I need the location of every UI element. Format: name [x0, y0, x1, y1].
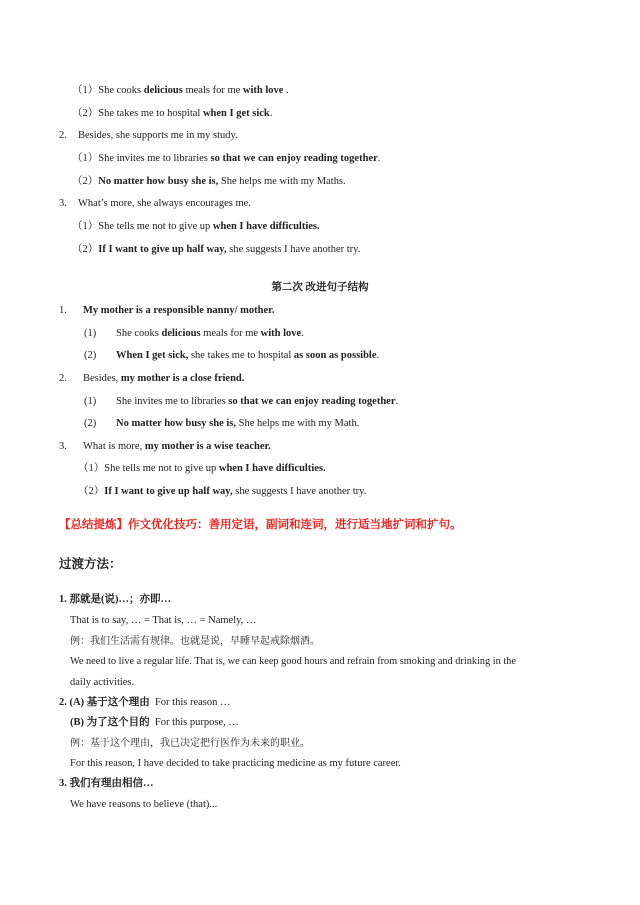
- item-number: （2）: [72, 176, 99, 187]
- t1-example-line-2: daily activities.: [70, 677, 135, 688]
- point-number: 3.: [59, 198, 67, 209]
- item-number: （1）: [72, 85, 99, 96]
- t1-english: That is to say, … = That is, … = Namely, …: [70, 615, 257, 626]
- s2-item-6: （2）If I want to give up half way, she suggests I have another try.: [78, 486, 367, 497]
- s2-item-5: （1）She tells me not to give up when I have difficulties.: [78, 463, 326, 474]
- s1-item-5: （1）She tells me not to give up when I have difficulties.: [72, 221, 320, 232]
- item-number: （1）: [72, 221, 99, 232]
- s1-item-2: （2）She takes me to hospital when I get sick.: [72, 108, 273, 119]
- t1-example-line-1: We need to live a regular life. That is, we can keep good hours and refrain from smoking and drinking in the: [70, 656, 516, 667]
- item-number: (1): [84, 328, 97, 339]
- s2-item-4: (2) No matter how busy she is, She helps me with my Math.: [84, 418, 360, 429]
- t2-b-title: (B) 为了这个目的: [70, 717, 150, 728]
- item-number: (2): [84, 350, 97, 361]
- section-2-title: 第二次 改进句子结构: [271, 282, 369, 293]
- item-number: （2）: [72, 108, 99, 119]
- s2-item-1: (1) She cooks delicious meals for me with love.: [84, 328, 304, 339]
- item-number: (1): [84, 396, 97, 407]
- s2-point-2: 2. Besides, my mother is a close friend.: [59, 373, 245, 384]
- t2-b-english: For this purpose, …: [154, 717, 239, 728]
- s1-point-3: 3. What’s more, she always encourages me.: [59, 198, 251, 209]
- s1-point-2: 2. Besides, she supports me in my study.: [59, 130, 238, 141]
- item-number: (2): [84, 418, 97, 429]
- t2-a: [59, 696, 231, 710]
- summary-tip: 【总结提炼】作文优化技巧：善用定语，副词和连词，进行适当地扩词和扩句。: [59, 519, 462, 531]
- t2-english-example: For this reason, I have decided to take practicing medicine as my future career.: [70, 758, 401, 769]
- s2-point-1: 1. My mother is a responsible nanny/ mother.: [59, 305, 275, 316]
- s1-item-1: （1）She cooks delicious meals for me with love .: [72, 85, 289, 96]
- t1-chinese-example: 例：我们生活需有规律。也就是说，早睡早起戒除烟酒。: [70, 636, 320, 647]
- s1-item-4: （2）No matter how busy she is, She helps me with my Maths.: [72, 176, 346, 187]
- transition-heading: 过渡方法：: [59, 557, 122, 571]
- s1-item-6: （2）If I want to give up half way, she suggests I have another try.: [72, 244, 361, 255]
- point-number: 2.: [59, 373, 67, 384]
- point-number: 2.: [59, 130, 67, 141]
- point-number: 3.: [59, 441, 67, 452]
- t2-a-english: For this reason …: [154, 697, 231, 708]
- s2-item-3: (1) She invites me to libraries so that we can enjoy reading together.: [84, 396, 399, 407]
- t2-a-title: 2. (A) 基于这个理由: [59, 697, 150, 708]
- item-number: （1）: [72, 153, 99, 164]
- item-number: （2）: [72, 244, 99, 255]
- item-number: （2）: [78, 486, 105, 497]
- s2-point-3: 3. What is more, my mother is a wise teacher.: [59, 441, 271, 452]
- t2-chinese-example: 例：基于这个理由，我已决定把行医作为未来的职业。: [70, 738, 310, 749]
- t1-title: 1. 那就是(说)…；亦即…: [59, 594, 171, 605]
- t3-english: We have reasons to believe (that)...: [70, 799, 218, 810]
- t3-title: 3. 我们有理由相信…: [59, 778, 154, 789]
- s1-item-3: （1）She invites me to libraries so that we can enjoy reading together.: [72, 153, 381, 164]
- t2-b: [70, 716, 239, 730]
- item-number: （1）: [78, 463, 105, 474]
- s2-item-2: (2) When I get sick, she takes me to hospital as soon as possible.: [84, 350, 380, 361]
- point-number: 1.: [59, 305, 67, 316]
